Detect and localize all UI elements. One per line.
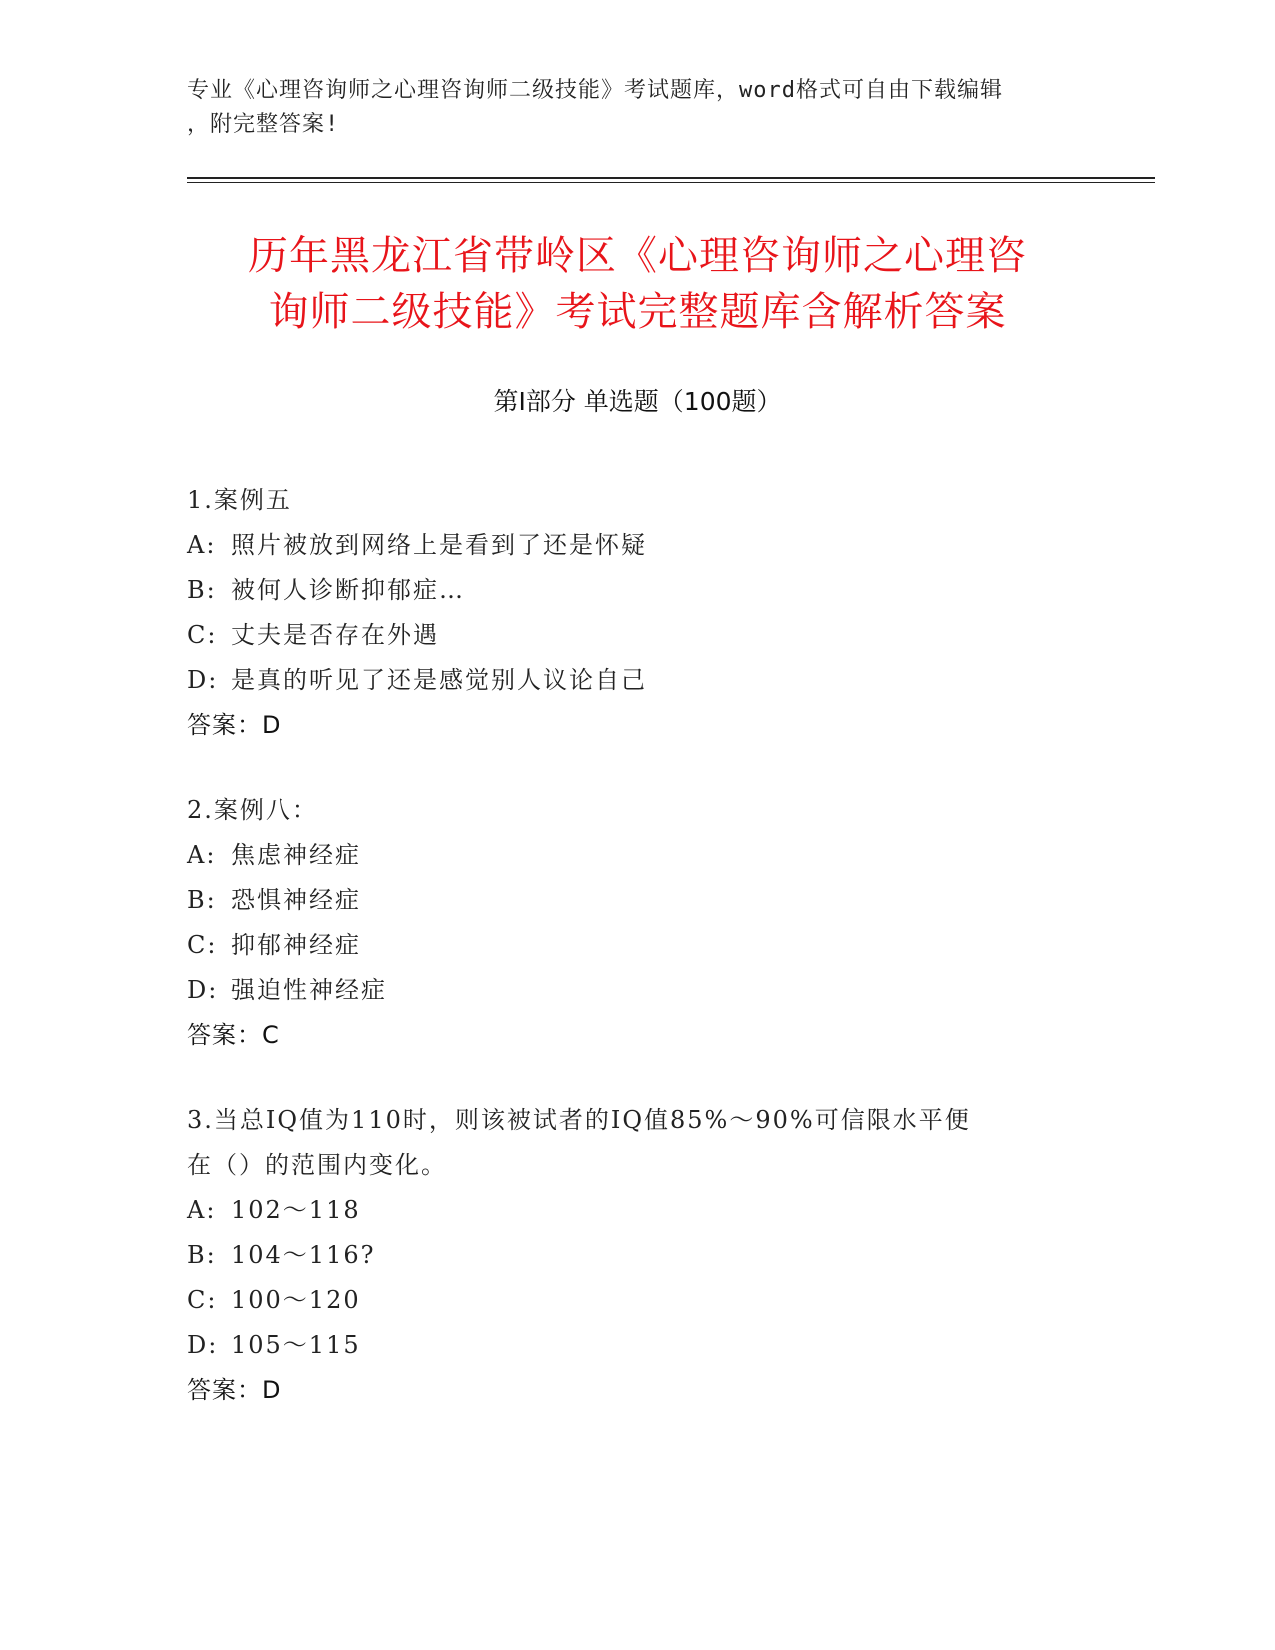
question-1: [187, 478, 1087, 748]
option-d: [187, 658, 1087, 703]
section-heading: 第Ⅰ部分 单选题（100题）: [493, 387, 782, 416]
header-note-line-2: ，附完整答案!: [187, 112, 340, 137]
option-d: [187, 1323, 1087, 1368]
option-letter: D:: [187, 666, 219, 694]
option-letter: B:: [187, 1241, 217, 1269]
option-text: 被何人诊断抑郁症…: [231, 576, 465, 604]
option-letter: B:: [187, 576, 217, 604]
option-text: 恐惧神经症: [231, 886, 361, 914]
option-text: 强迫性神经症: [231, 976, 387, 1004]
document-header-note: [187, 74, 1067, 142]
option-text: 抑郁神经症: [231, 931, 361, 959]
question-2: [187, 788, 1087, 1058]
option-b: [187, 1233, 1087, 1278]
option-letter: B:: [187, 886, 217, 914]
header-note-line-1: 专业《心理咨询师之心理咨询师二级技能》考试题库，word格式可自由下载编辑: [187, 78, 1003, 103]
option-text: 是真的听见了还是感觉别人议论自己: [231, 666, 647, 694]
header-divider-thick: [187, 177, 1155, 179]
option-letter: C:: [187, 1286, 218, 1314]
answer-label: 答案：D: [187, 1376, 282, 1404]
option-text: 焦虑神经症: [231, 841, 361, 869]
document-title-line-2: 询师二级技能》考试完整题库含解析答案: [268, 289, 1007, 335]
document-title-line-1: 历年黑龙江省带岭区《心理咨询师之心理咨: [248, 233, 1027, 279]
question-list: [187, 478, 1087, 1453]
option-c: [187, 613, 1087, 658]
option-text: 105～115: [231, 1331, 361, 1359]
option-text: 104～116?: [231, 1241, 376, 1269]
option-text: 丈夫是否存在外遇: [231, 621, 439, 649]
option-letter: D:: [187, 976, 219, 1004]
option-a: [187, 523, 1087, 568]
option-letter: C:: [187, 931, 218, 959]
document-title: [150, 228, 1125, 340]
question-stem-continued: 在（）的范围内变化。: [187, 1151, 447, 1179]
option-c: [187, 923, 1087, 968]
option-d: [187, 968, 1087, 1013]
option-text: 照片被放到网络上是看到了还是怀疑: [231, 531, 647, 559]
option-text: 102～118: [231, 1196, 361, 1224]
option-a: [187, 833, 1087, 878]
question-stem: 3.当总IQ值为110时，则该被试者的IQ值85%～90%可信限水平便: [187, 1106, 971, 1134]
option-text: 100～120: [231, 1286, 361, 1314]
option-letter: A:: [187, 1196, 217, 1224]
option-b: [187, 568, 1087, 613]
option-c: [187, 1278, 1087, 1323]
option-b: [187, 878, 1087, 923]
question-3: [187, 1098, 1087, 1413]
header-divider-thin: [187, 182, 1155, 183]
question-stem: 2.案例八：: [187, 796, 318, 824]
question-stem: 1.案例五: [187, 486, 292, 514]
option-letter: A:: [187, 841, 217, 869]
answer-label: 答案：D: [187, 711, 282, 739]
option-letter: D:: [187, 1331, 219, 1359]
option-letter: C:: [187, 621, 218, 649]
option-letter: A:: [187, 531, 217, 559]
option-a: [187, 1188, 1087, 1233]
answer-label: 答案：C: [187, 1021, 280, 1049]
